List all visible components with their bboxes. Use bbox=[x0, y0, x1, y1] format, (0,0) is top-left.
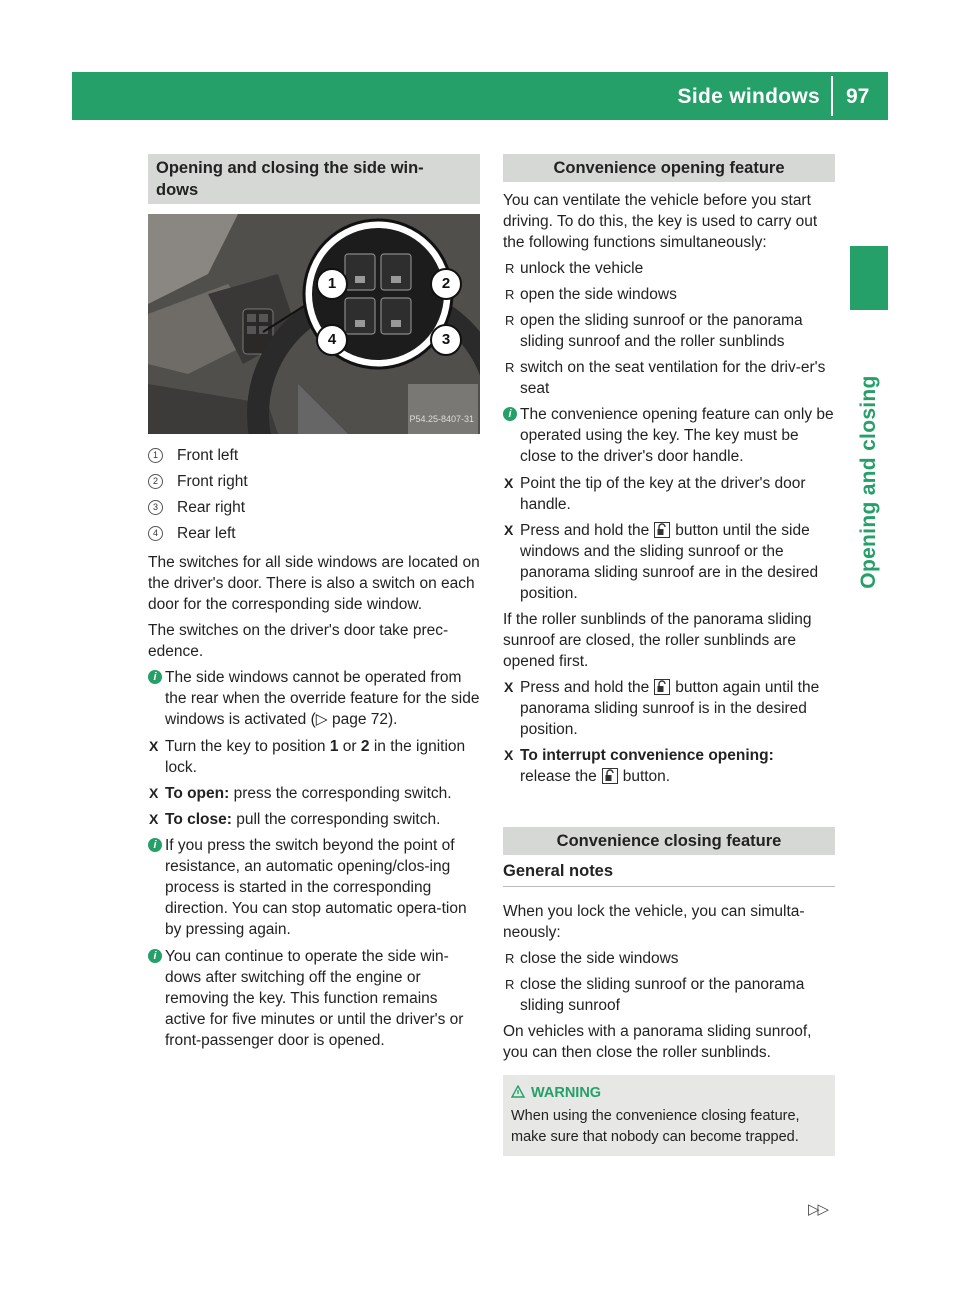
side-tab-label: Opening and closing bbox=[857, 375, 880, 589]
step-arrow-icon: X bbox=[504, 475, 514, 491]
subheading-general-notes: General notes bbox=[503, 855, 835, 887]
step-text: or bbox=[338, 738, 361, 755]
list-item-text: close the side windows bbox=[520, 950, 679, 967]
paragraph: If the roller sunblinds of the panorama sliding sunroof are closed, the roller sunblinds are opened first. bbox=[503, 611, 812, 670]
list-item bbox=[503, 948, 835, 969]
list-item-text: unlock the vehicle bbox=[520, 260, 644, 277]
legend-label: Front left bbox=[177, 446, 239, 464]
instruction-step bbox=[503, 473, 835, 515]
legend-label: Front right bbox=[177, 472, 248, 490]
header-separator bbox=[831, 76, 833, 116]
bullet-icon: R bbox=[505, 287, 515, 302]
list-item-text: close the sliding sunroof or the panorama sliding sunroof bbox=[520, 976, 805, 1014]
paragraph: You can ventilate the vehicle before you start driving. To do this, the key is used to carry out the following functions simultaneously: bbox=[503, 192, 818, 251]
legend-item bbox=[148, 442, 480, 468]
bullet-icon: R bbox=[505, 261, 515, 276]
step-label: To close: bbox=[165, 811, 232, 828]
info-icon: i bbox=[148, 949, 162, 963]
instruction-step bbox=[503, 520, 835, 604]
step-arrow-icon: X bbox=[504, 522, 514, 538]
step-label: To interrupt convenience opening: bbox=[520, 747, 774, 764]
info-icon: i bbox=[503, 407, 517, 421]
key-position-2: 2 bbox=[360, 738, 370, 755]
step-text: press the corresponding switch. bbox=[229, 785, 452, 802]
figure-legend bbox=[148, 442, 480, 546]
step-text: Press and hold the bbox=[520, 679, 650, 696]
paragraph: On vehicles with a panorama sliding sunroof, you can then close the roller sunblinds. bbox=[503, 1023, 812, 1061]
legend-item bbox=[148, 494, 480, 520]
info-note bbox=[503, 404, 835, 467]
bullet-icon: R bbox=[505, 977, 515, 992]
step-label: To open: bbox=[165, 785, 230, 802]
left-column bbox=[148, 154, 480, 1057]
instruction-step bbox=[503, 745, 835, 787]
step-arrow-icon: X bbox=[504, 747, 514, 763]
callout-2: 2 bbox=[430, 268, 462, 300]
step-text: release the bbox=[520, 768, 597, 785]
unlock-icon bbox=[602, 768, 618, 784]
list-item-text: switch on the seat ventilation for the driv-er's seat bbox=[520, 359, 826, 397]
legend-number: 3 bbox=[148, 500, 163, 515]
paragraph: The switches on the driver's door take prec-edence. bbox=[148, 622, 449, 660]
info-note bbox=[148, 946, 480, 1051]
step-text: in the ignition lock. bbox=[165, 738, 466, 776]
step-text: button. bbox=[622, 768, 671, 785]
bullet-icon: R bbox=[505, 951, 515, 966]
warning-title: WARNING bbox=[531, 1085, 602, 1101]
legend-number: 2 bbox=[148, 474, 163, 489]
step-arrow-icon: X bbox=[149, 738, 159, 754]
unlock-icon bbox=[654, 522, 670, 538]
list-item bbox=[503, 357, 835, 399]
unlock-icon bbox=[654, 679, 670, 695]
step-text: Point the tip of the key at the driver's door handle. bbox=[520, 475, 806, 513]
door-panel-illustration bbox=[148, 214, 480, 434]
step-text: button again until the panorama sliding sunroof is in the desired position. bbox=[520, 679, 820, 738]
step-text: button until the side windows and the sliding sunroof or the panorama sliding sunroof are in the desired position. bbox=[520, 522, 819, 602]
section-heading-side-windows: Opening and closing the side win- dows bbox=[148, 154, 480, 204]
info-note bbox=[148, 667, 480, 730]
instruction-step bbox=[148, 736, 480, 778]
instruction-step bbox=[503, 677, 835, 740]
callout-4: 4 bbox=[316, 324, 348, 356]
info-text: You can continue to operate the side win-dows after switching off the engine or removing the key. This function remains active for five minutes or until the driver's or front-passenger door is opened. bbox=[165, 948, 464, 1049]
legend-number: 4 bbox=[148, 526, 163, 541]
callout-3: 3 bbox=[430, 324, 462, 356]
key-position-1: 1 bbox=[329, 738, 339, 755]
list-item bbox=[503, 258, 835, 279]
paragraph: The switches for all side windows are located on the driver's door. There is also a switch on each door for the corresponding side window. bbox=[148, 554, 480, 613]
list-item bbox=[503, 974, 835, 1016]
header-title: Side windows bbox=[677, 85, 820, 108]
legend-label: Rear left bbox=[177, 524, 236, 542]
warning-text: When using the convenience closing feature, make sure that nobody can become trapped. bbox=[511, 1108, 800, 1145]
step-text: Press and hold the bbox=[520, 522, 650, 539]
legend-number: 1 bbox=[148, 448, 163, 463]
legend-item bbox=[148, 520, 480, 546]
right-column bbox=[503, 154, 835, 1156]
info-note bbox=[148, 835, 480, 940]
callout-1: 1 bbox=[316, 268, 348, 300]
step-arrow-icon: X bbox=[504, 679, 514, 695]
section-heading-convenience-opening: Convenience opening feature bbox=[503, 154, 835, 182]
list-item-text: open the sliding sunroof or the panorama sliding sunroof and the roller sunblinds bbox=[520, 312, 803, 350]
info-text: If you press the switch beyond the point of resistance, an automatic opening/clos-ing process is started in the corresponding direction. You can stop automatic opera-tion by pressing again. bbox=[165, 837, 467, 938]
warning-box bbox=[503, 1075, 835, 1156]
bullet-icon: R bbox=[505, 360, 515, 375]
step-arrow-icon: X bbox=[149, 785, 159, 801]
list-item bbox=[503, 284, 835, 305]
side-tab-marker bbox=[850, 246, 888, 310]
page-number: 97 bbox=[846, 85, 870, 108]
window-switch-figure bbox=[148, 214, 480, 434]
list-item bbox=[503, 310, 835, 352]
section-heading-convenience-closing: Convenience closing feature bbox=[503, 827, 835, 855]
legend-item bbox=[148, 468, 480, 494]
bullet-icon: R bbox=[505, 313, 515, 328]
figure-code: P54.25-8407-31 bbox=[409, 414, 474, 424]
info-icon: i bbox=[148, 670, 162, 684]
legend-label: Rear right bbox=[177, 498, 246, 516]
info-text: The convenience opening feature can only be operated using the key. The key must be close to the driver's door handle. bbox=[520, 406, 834, 465]
info-icon: i bbox=[148, 838, 162, 852]
paragraph: When you lock the vehicle, you can simulta-neously: bbox=[503, 903, 805, 941]
info-text: The side windows cannot be operated from the rear when the override feature for the side windows is activated (▷ page 72). bbox=[165, 669, 480, 728]
step-arrow-icon: X bbox=[149, 811, 159, 827]
step-text: pull the corresponding switch. bbox=[231, 811, 441, 828]
instruction-step bbox=[148, 783, 480, 804]
continue-arrows-icon: ▷▷ bbox=[808, 1201, 828, 1218]
warning-header bbox=[511, 1083, 825, 1104]
warning-triangle-icon bbox=[511, 1085, 525, 1098]
step-text: Turn the key to position bbox=[165, 738, 330, 755]
list-item-text: open the side windows bbox=[520, 286, 677, 303]
instruction-step bbox=[148, 809, 480, 830]
